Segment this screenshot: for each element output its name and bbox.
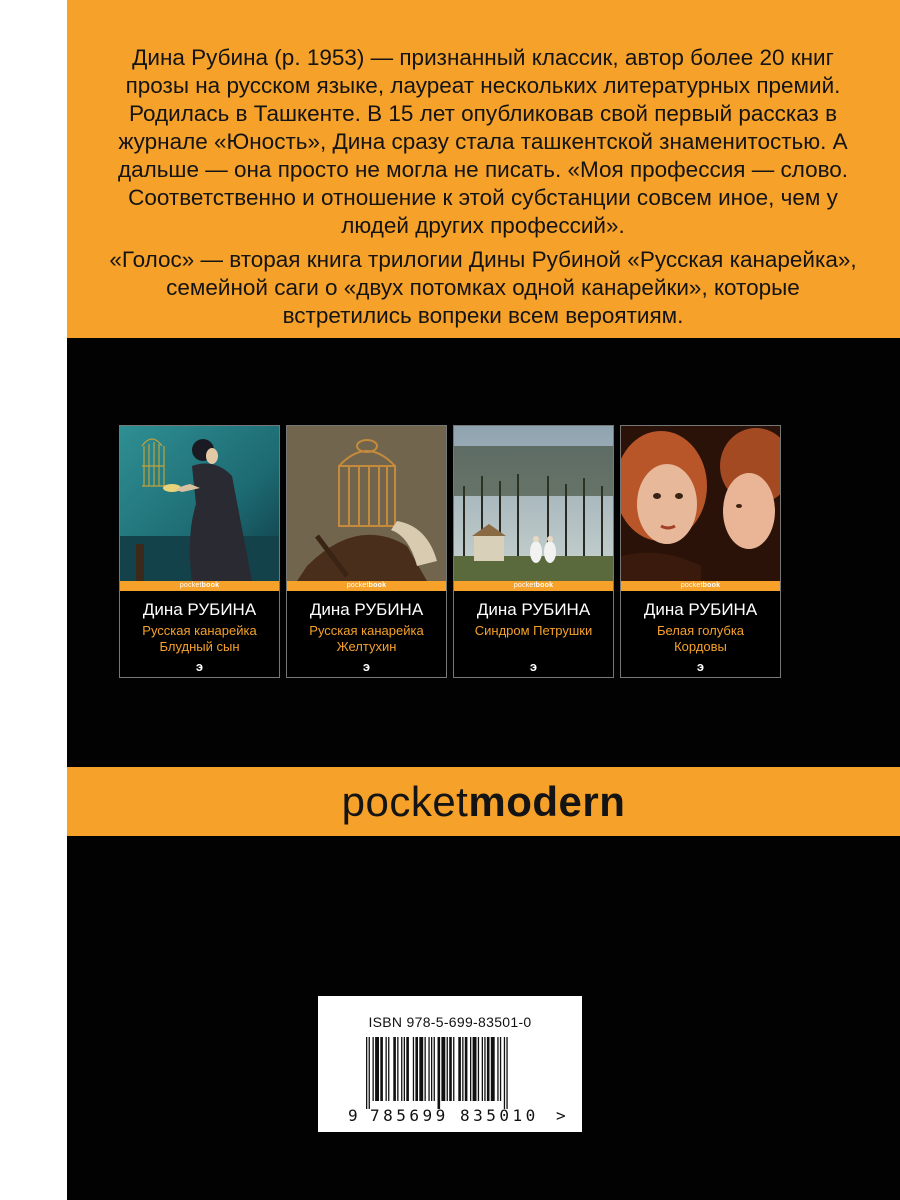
book-cover-3 [453,425,614,678]
band-pocket-text: pocket [179,582,202,589]
band-pocket-text: pocket [513,582,536,589]
pocketbook-band [621,581,780,591]
publisher-logo-icon: э [696,659,705,674]
band-book-text: book [535,582,554,589]
pocketbook-band [454,581,613,591]
band-book-text: book [702,582,721,589]
isbn-label: ISBN 978-5-699-83501-0 [368,1014,532,1030]
band-pocket-text: pocket [680,582,703,589]
series-name-part2: modern [468,778,626,825]
book-author: Дина РУБИНА [476,600,591,619]
pocketbook-band [120,581,279,591]
book-title-line1: Русская канарейка [309,623,424,638]
series-logo [67,767,900,836]
series-band [67,767,900,836]
book-author: Дина РУБИНА [309,600,424,619]
book-cover-1 [119,425,280,678]
book-cover-2 [286,425,447,678]
book-author: Дина РУБИНА [142,600,257,619]
book-title [287,623,446,655]
pocketbook-band [287,581,446,591]
book-title [454,623,613,639]
book-title [621,623,780,655]
book-title [120,623,279,655]
book-title-line2: Желтухин [336,639,397,654]
barcode-icon [364,1037,554,1109]
barcode-digit-end: > [556,1106,566,1125]
barcode-digits-right: 835010 [460,1106,539,1125]
band-book-text: book [368,582,387,589]
barcode-digit-first: 9 [348,1106,358,1125]
series-name-part1: pocket [341,778,469,825]
band-book-text: book [201,582,220,589]
book-cover-4 [620,425,781,678]
barcode-box [318,996,582,1132]
barcode-digits-left: 785699 [370,1106,449,1125]
book-title-line2: Блудный сын [159,639,240,654]
band-pocket-text: pocket [346,582,369,589]
book-title-line1: Русская канарейка [142,623,257,638]
painting-two-portraits [621,426,780,581]
book-title-line1: Синдром Петрушки [474,623,593,638]
painting-woman-birdcage [120,426,279,581]
book-title-line2: Кордовы [674,639,727,654]
publisher-logo-icon: э [529,659,538,674]
book-author: Дина РУБИНА [643,600,758,619]
blurb-paragraph-book: «Голос» — вторая книга трилогии Дины Рубиной «Русская канарейка», семейной саги о «двух потомках одной канарейки», которые встретились вопреки всем вероятиям. [109,247,857,328]
book-title-line1: Белая голубка [656,623,745,638]
publisher-logo-icon: э [195,659,204,674]
description-blurb [100,44,866,330]
painting-still-life-birdcage [287,426,446,581]
painting-forest-clowns [454,426,613,581]
blurb-paragraph-author: Дина Рубина (р. 1953) — признанный классик, автор более 20 книг прозы на русском языке, лауреат нескольких литературных премий. Родилась в Ташкенте. В 15 лет опубликовав свой первый рассказ в журнале «Юность», Дина сразу стала ташкентской знаменитостью. А дальше — она просто не могла не писать. «Моя профессия — слово. Соответственно и отношение к этой субстанции совсем иное, чем у людей других профессий». [117,45,849,238]
publisher-logo-icon: э [362,659,371,674]
